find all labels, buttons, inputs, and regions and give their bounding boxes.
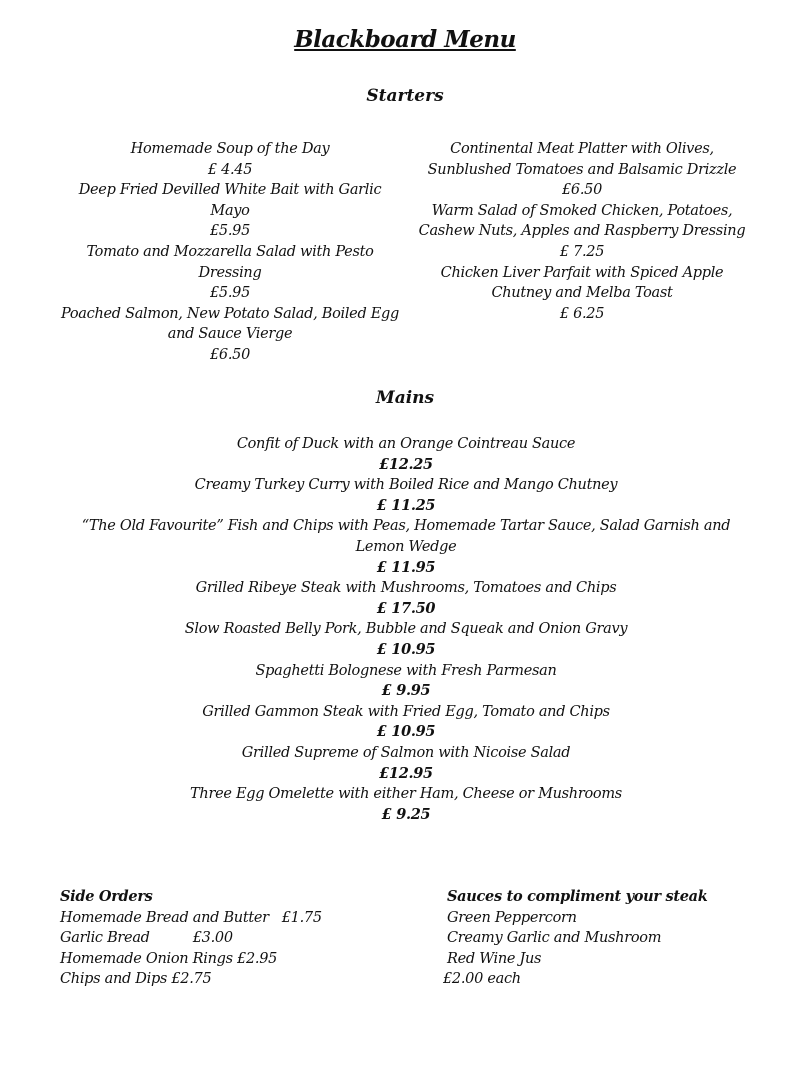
starter-item bbox=[60, 180, 400, 242]
main-item bbox=[60, 619, 752, 660]
starter-price: £6.50 bbox=[209, 346, 250, 363]
starter-name: Continental Meat Platter with Olives, Sunblushed Tomatoes and Balsamic Drizzle bbox=[427, 141, 737, 178]
main-price: £ 11.95 bbox=[376, 558, 436, 576]
starter-item bbox=[60, 242, 400, 304]
starter-item bbox=[412, 201, 752, 263]
main-price: £ 17.50 bbox=[376, 599, 436, 617]
main-name: Grilled Ribeye Steak with Mushrooms, Tomatoes and Chips bbox=[195, 580, 617, 597]
main-price: £ 9.25 bbox=[381, 805, 431, 823]
starter-name: Warm Salad of Smoked Chicken, Potatoes, Cashew Nuts, Apples and Raspberry Dressing bbox=[418, 202, 746, 240]
starter-price: £5.95 bbox=[209, 223, 250, 240]
starter-price: £ 6.25 bbox=[559, 305, 605, 322]
starter-name: Tomato and Mozzarella Salad with Pesto Dressing bbox=[86, 243, 374, 281]
sauces-column bbox=[443, 887, 777, 990]
starter-price: £ 4.45 bbox=[207, 161, 253, 178]
main-item bbox=[60, 578, 752, 619]
sauce-item: Creamy Garlic and Mushroom bbox=[447, 930, 662, 947]
main-name: Spaghetti Bolognese with Fresh Parmesan bbox=[255, 662, 557, 679]
side-order-item: Garlic Bread £3.00 bbox=[60, 930, 233, 947]
main-item bbox=[60, 434, 752, 475]
main-item bbox=[60, 784, 752, 825]
main-name: Confit of Duck with an Orange Cointreau Sauce bbox=[236, 436, 576, 452]
starters-heading: Starters bbox=[366, 86, 444, 106]
main-name: Grilled Gammon Steak with Fried Egg, Tomato and Chips bbox=[202, 703, 610, 720]
sauce-price: £2.00 each bbox=[443, 971, 521, 988]
sauce-item: Green Peppercorn bbox=[447, 909, 577, 926]
main-name: Creamy Turkey Curry with Boiled Rice and Mango Chutney bbox=[194, 477, 618, 494]
starters-left-column bbox=[60, 139, 400, 366]
main-item bbox=[60, 661, 752, 702]
starter-name: Chicken Liver Parfait with Spiced Apple Chutney and Melba Toast bbox=[440, 264, 724, 302]
main-price: £ 9.95 bbox=[381, 682, 431, 700]
starter-item bbox=[412, 139, 752, 201]
sauces-heading: Sauces to compliment your steak bbox=[447, 888, 708, 905]
starter-name: Deep Fried Devilled White Bait with Garlic Mayo bbox=[78, 182, 382, 219]
main-price: £ 11.25 bbox=[376, 496, 436, 514]
page-title: Blackboard Menu bbox=[294, 26, 516, 53]
starter-price: £6.50 bbox=[561, 182, 602, 199]
mains-heading: Mains bbox=[375, 388, 435, 408]
starter-name: Homemade Soup of the Day bbox=[130, 141, 330, 157]
main-price: £ 10.95 bbox=[376, 723, 436, 741]
main-price: £ 10.95 bbox=[376, 640, 436, 658]
sauce-item: Red Wine Jus bbox=[447, 950, 542, 967]
side-order-item: Homemade Onion Rings £2.95 bbox=[60, 950, 278, 967]
main-item bbox=[60, 743, 752, 784]
side-orders-heading: Side Orders bbox=[60, 888, 153, 905]
starter-item bbox=[60, 304, 400, 366]
starter-name: Poached Salmon, New Potato Salad, Boiled Egg and Sauce Vierge bbox=[61, 305, 399, 343]
mains-list bbox=[60, 434, 752, 825]
main-name: Slow Roasted Belly Pork, Bubble and Squeak and Onion Gravy bbox=[184, 621, 628, 638]
starter-item bbox=[412, 263, 752, 325]
main-name: Grilled Supreme of Salmon with Nicoise Salad bbox=[241, 744, 571, 761]
main-item bbox=[60, 516, 752, 578]
starter-item bbox=[60, 139, 400, 180]
side-orders-column bbox=[60, 887, 420, 990]
starter-price: £ 7.25 bbox=[559, 243, 605, 260]
main-price: £12.25 bbox=[379, 455, 433, 473]
main-name: “The Old Favourite” Fish and Chips with Peas, Homemade Tartar Sauce, Salad Garnish and Lemon Wedge bbox=[81, 518, 731, 555]
side-order-item: Chips and Dips £2.75 bbox=[60, 971, 212, 988]
main-item bbox=[60, 702, 752, 743]
main-name: Three Egg Omelette with either Ham, Cheese or Mushrooms bbox=[190, 786, 622, 803]
main-price: £12.95 bbox=[379, 764, 433, 782]
main-item bbox=[60, 475, 752, 516]
side-order-item: Homemade Bread and Butter £1.75 bbox=[60, 909, 322, 926]
starter-price: £5.95 bbox=[209, 285, 250, 302]
starters-right-column bbox=[412, 139, 752, 324]
